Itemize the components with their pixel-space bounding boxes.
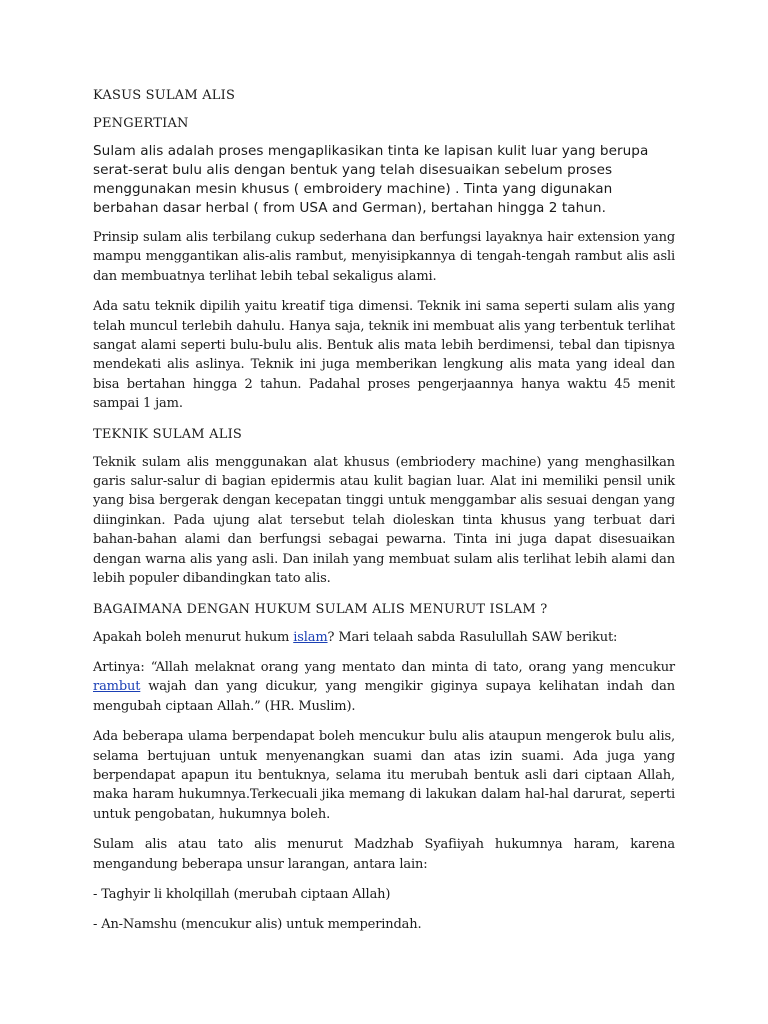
- document-title: KASUS SULAM ALIS: [93, 88, 236, 103]
- paragraph-hadith: [93, 658, 675, 716]
- section-heading-teknik: TEKNIK SULAM ALIS: [93, 426, 243, 442]
- section-heading-pengertian: PENGERTIAN: [93, 116, 189, 131]
- paragraph-3d-technique: Ada satu teknik dipilih yaitu kreatif tiga dimensi. Teknik ini sama seperti sulam alis yang telah muncul terlebih dahulu. Hanya saja, teknik ini membuat alis yang terbentuk terlihat sangat alami seperti bulu-bulu alis. Bentuk alis mata lebih berdimensi, tebal dan tipisnya mendekati alis aslinya. Teknik ini juga memberikan lengkung alis mata yang ideal dan bisa bertahan hingga 2 tahun. Padahal proses pengerjaannya hanya waktu 45 menit sampai 1 jam.: [93, 299, 675, 412]
- paragraph-principle: Prinsip sulam alis terbilang cukup sederhana dan berfungsi layaknya hair extension yang mampu menggantikan alis-alis rambut, menyisipkannya di tengah-tengah rambut alis asli dan membuatnya terlihat lebih tebal sekaligus alami.: [93, 230, 675, 284]
- paragraph-definition: Sulam alis adalah proses mengaplikasikan tinta ke lapisan kulit luar yang berupa serat-serat bulu alis dengan bentuk yang telah disesuaikan sebelum proses menggunakan mesin khusus ( embroidery machine) . Tinta yang digunakan berbahan dasar herbal ( from USA and German), bertahan hingga 2 tahun.: [93, 143, 649, 216]
- islam-link[interactable]: islam: [293, 629, 328, 645]
- paragraph-technique: Teknik sulam alis menggunakan alat khusus (embriodery machine) yang menghasilkan garis salur-salur di bagian epidermis atau kulit bagian luar. Alat ini memiliki pensil unik yang bisa bergerak dengan kecepatan tinggi untuk menggambar alis sesuai dengan yang diinginkan. Pada ujung alat tersebut telah dioleskan tinta khusus yang terbuat dari bahan-bahan alami dan berfungsi sebagai pewarna. Tinta ini juga dapat disesuaikan dengan warna alis yang asli. Dan inilah yang membuat sulam alis terlihat lebih alami dan lebih populer dibandingkan tato alis.: [93, 454, 675, 587]
- text-segment: Artinya: “Allah melaknat orang yang mentato dan minta di tato, orang yang mencukur: [93, 659, 675, 675]
- rambut-link[interactable]: rambut: [93, 679, 141, 695]
- text-segment: ? Mari telaah sabda Rasulullah SAW berikut:: [327, 629, 618, 645]
- paragraph-question: [93, 628, 675, 647]
- text-segment: wajah dan yang dicukur, yang mengikir giginya supaya kelihatan indah dan mengubah ciptaan Allah.” (HR. Muslim).: [93, 679, 675, 714]
- document-page: [93, 86, 675, 946]
- paragraph-madzhab: Sulam alis atau tato alis menurut Madzhab Syafiiyah hukumnya haram, karena mengandung beberapa unsur larangan, antara lain:: [93, 837, 675, 872]
- text-segment: Apakah boleh menurut hukum: [93, 629, 294, 645]
- section-heading-hukum: BAGAIMANA DENGAN HUKUM SULAM ALIS MENURUT ISLAM ?: [93, 601, 548, 617]
- paragraph-ulama-opinion: Ada beberapa ulama berpendapat boleh mencukur bulu alis ataupun mengerok bulu alis, selama bertujuan untuk menyenangkan suami dan atas izin suami. Ada juga yang berpendapat apapun itu bentuknya, selama itu merubah bentuk asli dari ciptaan Allah, maka haram hukumnya.Terkecuali jika memang di lakukan dalam hal-hal darurat, seperti untuk pengobatan, hukumnya boleh.: [93, 729, 675, 822]
- list-item: - Taghyir li kholqillah (merubah ciptaan Allah): [93, 886, 391, 902]
- list-item: - An-Namshu (mencukur alis) untuk memperindah.: [93, 917, 422, 933]
